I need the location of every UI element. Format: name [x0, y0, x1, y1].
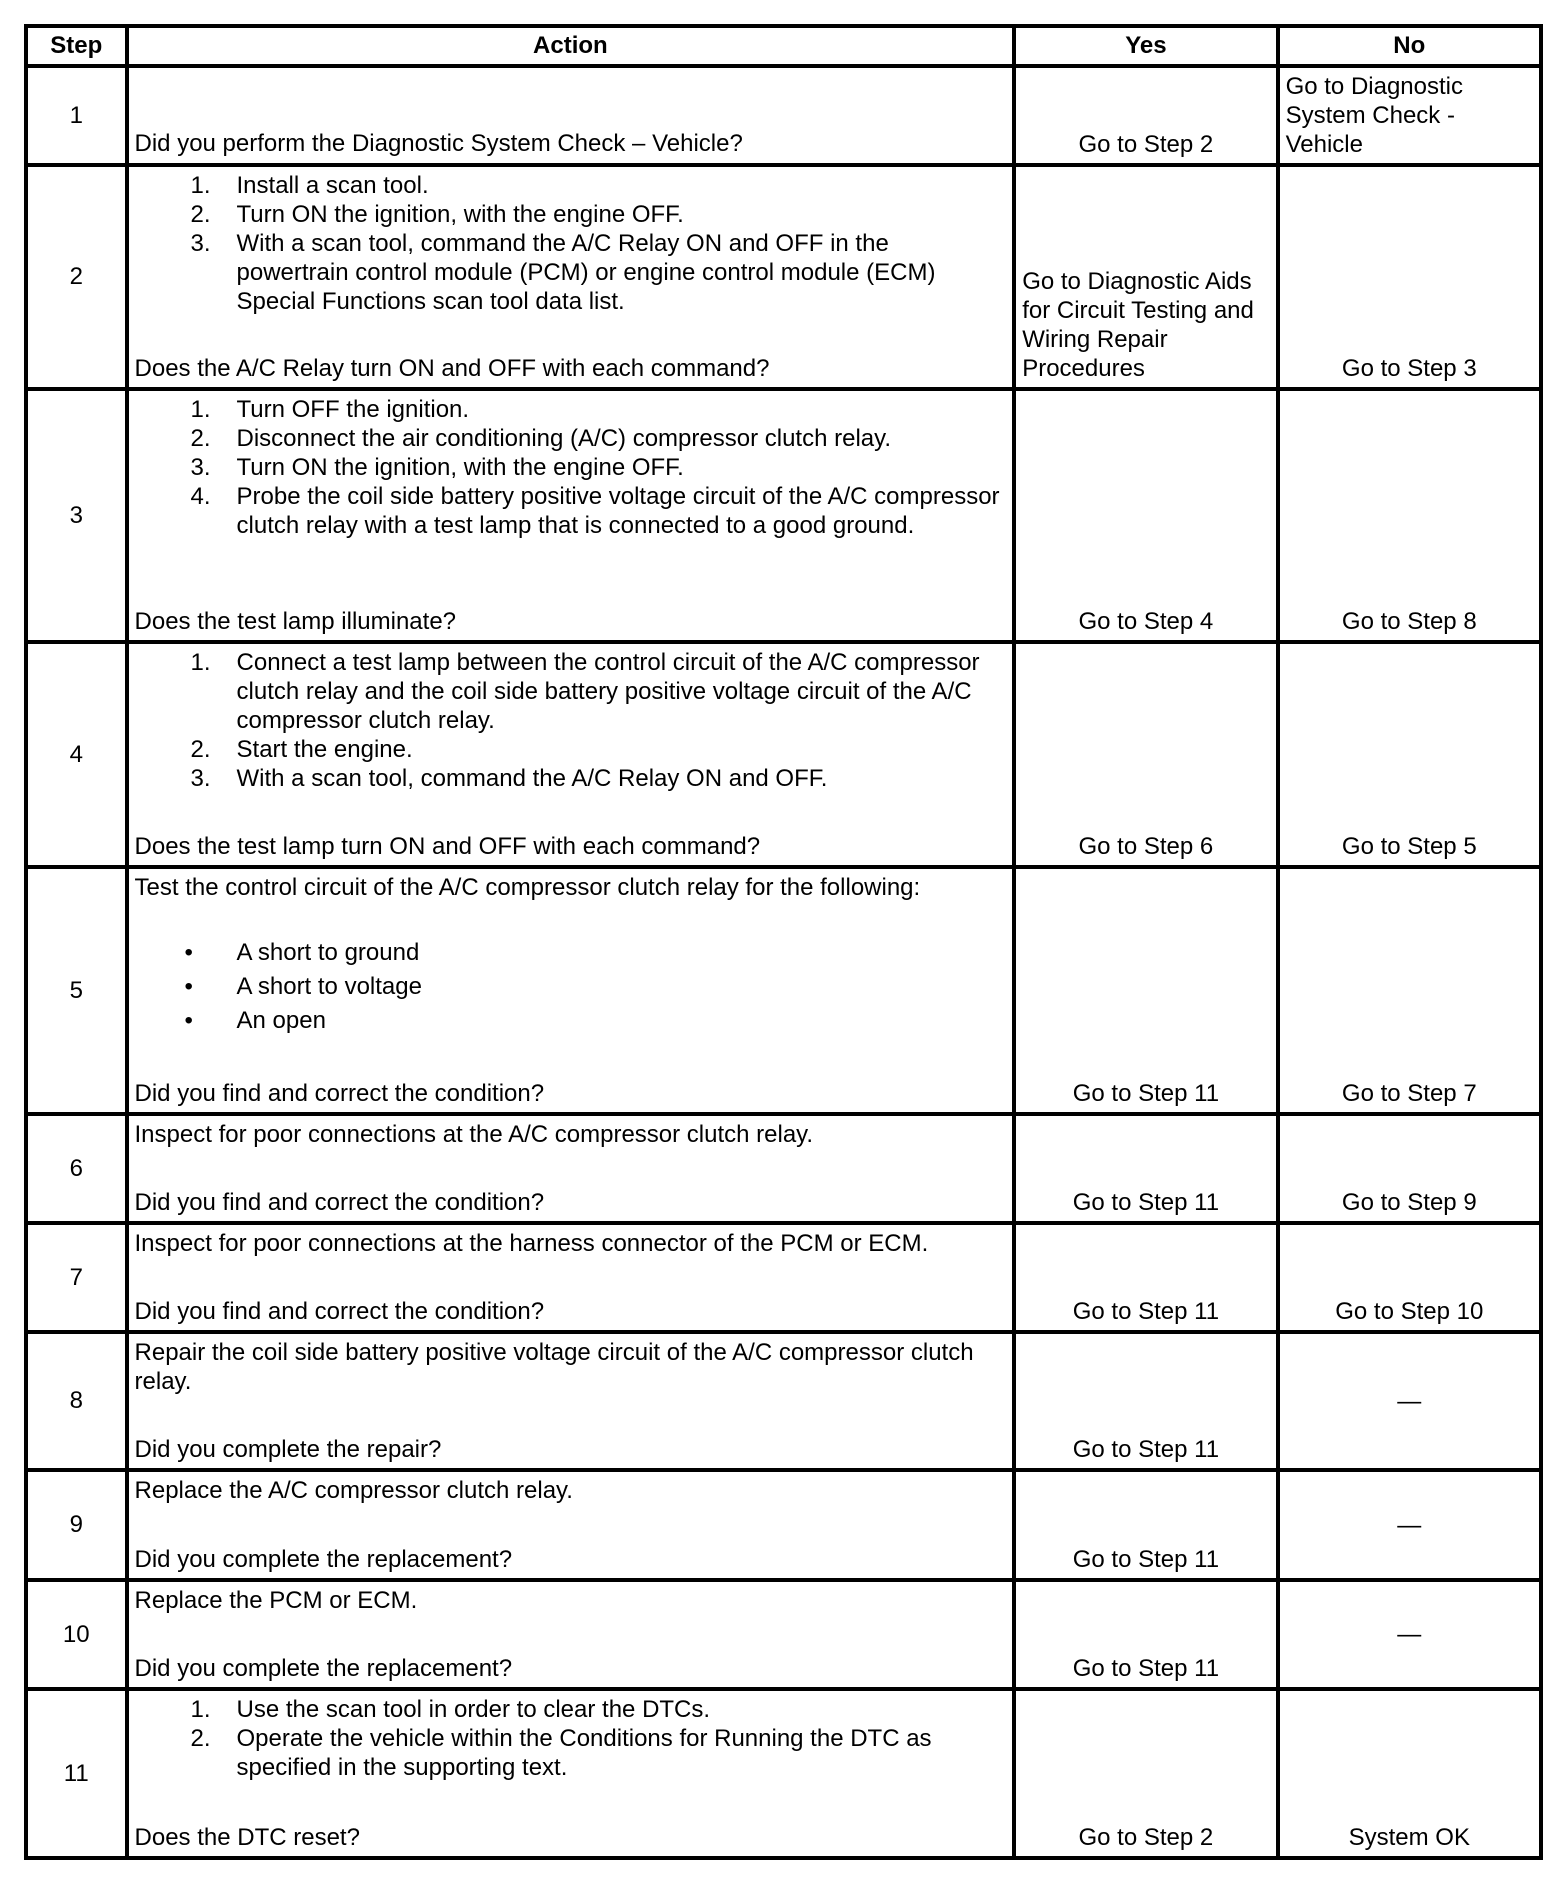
action-cell — [127, 1332, 1015, 1470]
list-item — [135, 1695, 1007, 1724]
action-instruction: Repair the coil side battery positive voltage circuit of the A/C compressor clutch relay. — [134, 1339, 974, 1395]
list-item — [135, 1724, 1007, 1782]
list-number: 1. — [190, 1696, 211, 1723]
list-item — [135, 171, 1007, 200]
list-item-text: Turn ON the ignition, with the engine OFF. — [236, 201, 684, 228]
action-instruction: Inspect for poor connections at the A/C compressor clutch relay. — [134, 1121, 814, 1148]
no-result: Go to Step 5 — [1278, 642, 1541, 867]
table-row — [26, 867, 1541, 1114]
list-number: 4. — [190, 483, 211, 510]
no-result: — — [1278, 1332, 1541, 1470]
list-item-text: Install a scan tool. — [236, 172, 429, 199]
list-number: 3. — [190, 765, 211, 792]
yes-result: Go to Step 11 — [1014, 1223, 1277, 1332]
no-result: Go to Step 9 — [1278, 1114, 1541, 1223]
no-result: Go to Step 8 — [1278, 389, 1541, 642]
header-no: No — [1278, 26, 1541, 66]
list-number: 2. — [190, 201, 211, 228]
no-result: Go to Step 10 — [1278, 1223, 1541, 1332]
action-cell — [127, 867, 1015, 1114]
list-item — [135, 453, 1007, 482]
bullet-icon: • — [184, 973, 193, 1000]
action-question: Did you find and correct the condition? — [134, 1080, 545, 1107]
yes-result: Go to Step 6 — [1014, 642, 1277, 867]
no-result: — — [1278, 1580, 1541, 1689]
action-cell — [127, 165, 1015, 389]
no-result: Go to Diagnostic System Check - Vehicle — [1278, 66, 1541, 165]
list-item — [135, 735, 1007, 764]
action-question: Did you find and correct the condition? — [134, 1298, 545, 1325]
no-result: Go to Step 3 — [1278, 165, 1541, 389]
step-number: 6 — [26, 1114, 127, 1223]
no-result: Go to Step 7 — [1278, 867, 1541, 1114]
action-cell — [127, 1689, 1015, 1858]
action-question: Does the test lamp illuminate? — [134, 608, 457, 635]
list-number: 1. — [190, 172, 211, 199]
yes-result: Go to Step 4 — [1014, 389, 1277, 642]
list-item — [135, 764, 1007, 793]
action-cell — [127, 1223, 1015, 1332]
step-number: 8 — [26, 1332, 127, 1470]
bullet-icon: • — [184, 1007, 193, 1034]
list-item-text: With a scan tool, command the A/C Relay ON and OFF in the powertrain control module (PCM) or engine control module (ECM) Special Functions scan tool data list. — [236, 230, 936, 315]
action-question: Did you complete the replacement? — [134, 1655, 513, 1682]
bullet-text: A short to ground — [236, 939, 420, 966]
list-number: 2. — [190, 1725, 211, 1752]
header-step: Step — [26, 26, 127, 66]
list-item — [135, 648, 1007, 735]
step-number: 3 — [26, 389, 127, 642]
list-item-text: Disconnect the air conditioning (A/C) compressor clutch relay. — [236, 425, 892, 452]
action-cell — [127, 389, 1015, 642]
action-cell — [127, 1470, 1015, 1580]
header-action: Action — [127, 26, 1015, 66]
list-item-text: Probe the coil side battery positive voltage circuit of the A/C compressor clutch relay with a test lamp that is connected to a good ground. — [236, 483, 1000, 539]
table-row — [26, 1223, 1541, 1332]
table-row — [26, 1470, 1541, 1580]
yes-result: Go to Step 11 — [1014, 1470, 1277, 1580]
table-row — [26, 1332, 1541, 1470]
action-cell — [127, 1580, 1015, 1689]
action-cell — [127, 66, 1015, 165]
list-number: 3. — [190, 230, 211, 257]
list-number: 1. — [190, 396, 211, 423]
bullet-text: A short to voltage — [236, 973, 422, 1000]
action-question: Did you complete the repair? — [134, 1436, 442, 1463]
yes-result: Go to Step 11 — [1014, 1332, 1277, 1470]
action-question: Did you find and correct the condition? — [134, 1189, 545, 1216]
action-question: Did you complete the replacement? — [134, 1546, 513, 1573]
bullet-icon: • — [184, 939, 193, 966]
action-question: Does the A/C Relay turn ON and OFF with each command? — [134, 355, 770, 382]
yes-result: Go to Step 2 — [1014, 66, 1277, 165]
list-number: 3. — [190, 454, 211, 481]
bullet-list — [135, 936, 1007, 1038]
action-question: Does the DTC reset? — [134, 1824, 360, 1851]
step-number: 10 — [26, 1580, 127, 1689]
step-number: 2 — [26, 165, 127, 389]
numbered-steps — [135, 1695, 1007, 1782]
list-item-text: Use the scan tool in order to clear the DTCs. — [236, 1696, 711, 1723]
step-number: 5 — [26, 867, 127, 1114]
list-item — [135, 229, 1007, 316]
table-row — [26, 1689, 1541, 1858]
numbered-steps — [135, 395, 1007, 540]
yes-result: Go to Diagnostic Aids for Circuit Testing and Wiring Repair Procedures — [1014, 165, 1277, 389]
list-item — [135, 200, 1007, 229]
table-row — [26, 1580, 1541, 1689]
list-item — [135, 395, 1007, 424]
header-row — [26, 26, 1541, 66]
diagnostic-table — [24, 24, 1543, 1860]
step-number: 9 — [26, 1470, 127, 1580]
list-item-text: Turn OFF the ignition. — [236, 396, 470, 423]
table-row — [26, 389, 1541, 642]
action-cell — [127, 642, 1015, 867]
list-item — [135, 1004, 1007, 1038]
action-question: Did you perform the Diagnostic System Check – Vehicle? — [134, 130, 743, 157]
table-row — [26, 642, 1541, 867]
table-row — [26, 165, 1541, 389]
list-number: 2. — [190, 425, 211, 452]
list-number: 1. — [190, 649, 211, 676]
yes-result: Go to Step 11 — [1014, 1580, 1277, 1689]
action-instruction: Replace the A/C compressor clutch relay. — [134, 1477, 573, 1504]
yes-result: Go to Step 2 — [1014, 1689, 1277, 1858]
step-number: 7 — [26, 1223, 127, 1332]
list-item — [135, 424, 1007, 453]
yes-result: Go to Step 11 — [1014, 1114, 1277, 1223]
no-result: — — [1278, 1470, 1541, 1580]
list-number: 2. — [190, 736, 211, 763]
numbered-steps — [135, 648, 1007, 793]
bullet-text: An open — [236, 1007, 326, 1034]
list-item-text: With a scan tool, command the A/C Relay ON and OFF. — [236, 765, 828, 792]
step-number: 1 — [26, 66, 127, 165]
action-instruction: Test the control circuit of the A/C compressor clutch relay for the following: — [134, 874, 921, 901]
no-result: System OK — [1278, 1689, 1541, 1858]
table-row — [26, 66, 1541, 165]
header-yes: Yes — [1014, 26, 1277, 66]
action-instruction: Inspect for poor connections at the harness connector of the PCM or ECM. — [134, 1230, 929, 1257]
action-instruction: Replace the PCM or ECM. — [134, 1587, 418, 1614]
yes-result: Go to Step 11 — [1014, 867, 1277, 1114]
list-item-text: Turn ON the ignition, with the engine OFF. — [236, 454, 684, 481]
step-number: 11 — [26, 1689, 127, 1858]
list-item-text: Start the engine. — [236, 736, 413, 763]
list-item — [135, 970, 1007, 1004]
numbered-steps — [135, 171, 1007, 316]
action-question: Does the test lamp turn ON and OFF with each command? — [134, 833, 761, 860]
action-cell — [127, 1114, 1015, 1223]
list-item — [135, 936, 1007, 970]
list-item-text: Operate the vehicle within the Conditions for Running the DTC as specified in the supporting text. — [236, 1725, 932, 1781]
list-item-text: Connect a test lamp between the control circuit of the A/C compressor clutch relay and the coil side battery positive voltage circuit of the A/C compressor clutch relay. — [236, 649, 980, 734]
step-number: 4 — [26, 642, 127, 867]
table-row — [26, 1114, 1541, 1223]
list-item — [135, 482, 1007, 540]
